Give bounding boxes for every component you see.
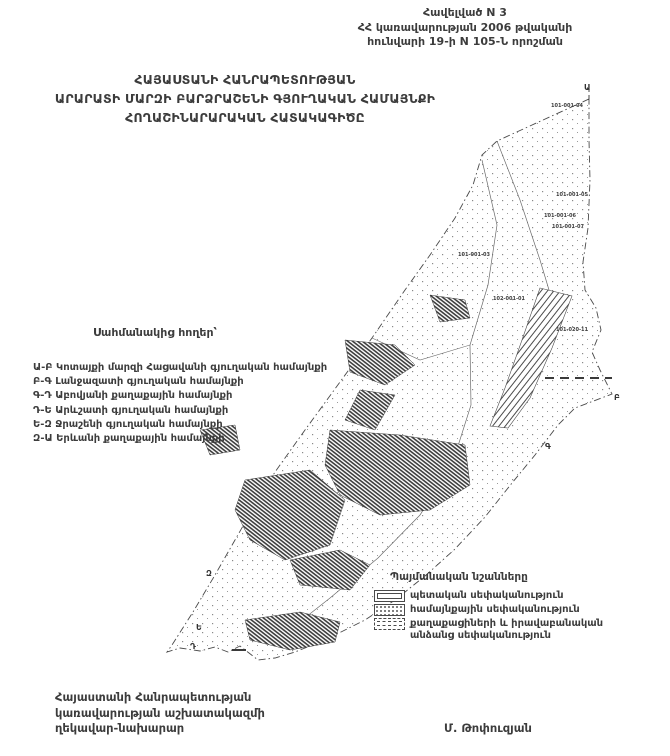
annex-line: Հավելված N 3: [423, 6, 507, 19]
boundary-point-label: Բ: [614, 393, 620, 402]
adjacent-lands-list: [33, 361, 327, 446]
legend-row: [374, 618, 630, 641]
boundary-point-label: Ե: [196, 623, 202, 632]
annex-line: ՀՀ կառավարության 2006 թվականի: [357, 20, 573, 34]
adjacent-land-item: Գ-Դ Աբովյանի քաղաքային համայնքի: [33, 390, 233, 402]
adjacent-land-item: Բ-Գ Լանջազատի գյուղական համայնքի: [33, 376, 244, 388]
adjacent-lands-heading: Սահմանակից հողեր՝: [92, 326, 218, 339]
title-line: ՀԱՅԱՍՏԱՆԻ ՀԱՆՐԱՊԵՏՈՒԹՅԱՆ: [134, 72, 356, 87]
signatory-name: Մ. Թոփուզյան: [444, 721, 532, 735]
legend-label: համայնքային սեփականություն: [410, 604, 580, 615]
boundary-point-label: Զ: [206, 569, 212, 578]
title-line: ՀՈՂԱՇԻՆԱՐԱՐԱԿԱՆ ՀԱՏԱԿԱԳԻԾԸ: [125, 110, 365, 125]
state-ownership-swatch: [374, 590, 405, 602]
parcel-code-label: 101-001-07: [552, 224, 584, 230]
footer-line: կառավարության աշխատակազմի: [55, 705, 265, 720]
adjacent-land-item: Ե-Զ Ջրաշենի գյուղական համայնքի: [33, 418, 223, 430]
legend-row: [374, 590, 630, 602]
adjacent-land-item: Ա-Բ Կոտայքի մարզի Հացավանի գյուղական համայնքի: [33, 362, 328, 373]
boundary-point-label: Գ: [545, 442, 551, 451]
community-ownership-swatch: [374, 604, 405, 616]
annex-reference: [295, 6, 635, 50]
adjacent-land-item: Դ-Ե Արևշատի գյուղական համայնքի: [33, 404, 229, 416]
signatory-position: [55, 690, 265, 737]
legend-label: պետական սեփականություն: [410, 590, 564, 601]
parcel-code-label: 101-020-11: [556, 327, 588, 333]
annex-line: հունվարի 19-ի N 105-Ն որոշման: [367, 35, 563, 48]
legend-heading: Պայմանական նշանները: [390, 571, 528, 583]
title-line: ԱՐԱՐԱՏԻ ՄԱՐԶԻ ԲԱՐՁՐԱՇԵՆԻ ԳՅՈՒՂԱԿԱՆ ՀԱՄԱՅՆՔԻ: [54, 91, 436, 106]
private-ownership-swatch: [374, 618, 405, 630]
parcel-code-label: 101-001-03: [458, 252, 490, 258]
parcel-code-label: 101-001-05: [556, 192, 588, 198]
conventional-signs-legend: [374, 571, 630, 643]
boundary-point-label: Դ: [190, 642, 196, 651]
adjacent-land-item: Զ-Ա Երևանի քաղաքային համայնքի: [33, 433, 225, 445]
legend-row: [374, 604, 630, 616]
boundary-point-label: Ա: [584, 83, 591, 92]
legend-label: քաղաքացիների և իրավաբանական անձանց սեփականություն: [410, 618, 604, 641]
footer-line: Հայաստանի Հանրապետության: [55, 690, 252, 704]
parcel-code-label: 101-001-04: [551, 103, 583, 109]
footer-line: ղեկավար-նախարար: [55, 721, 185, 735]
page-title: [22, 70, 468, 127]
parcel-code-label: 102-001-01: [493, 296, 525, 302]
parcel-code-label: 101-001-06: [544, 213, 576, 219]
